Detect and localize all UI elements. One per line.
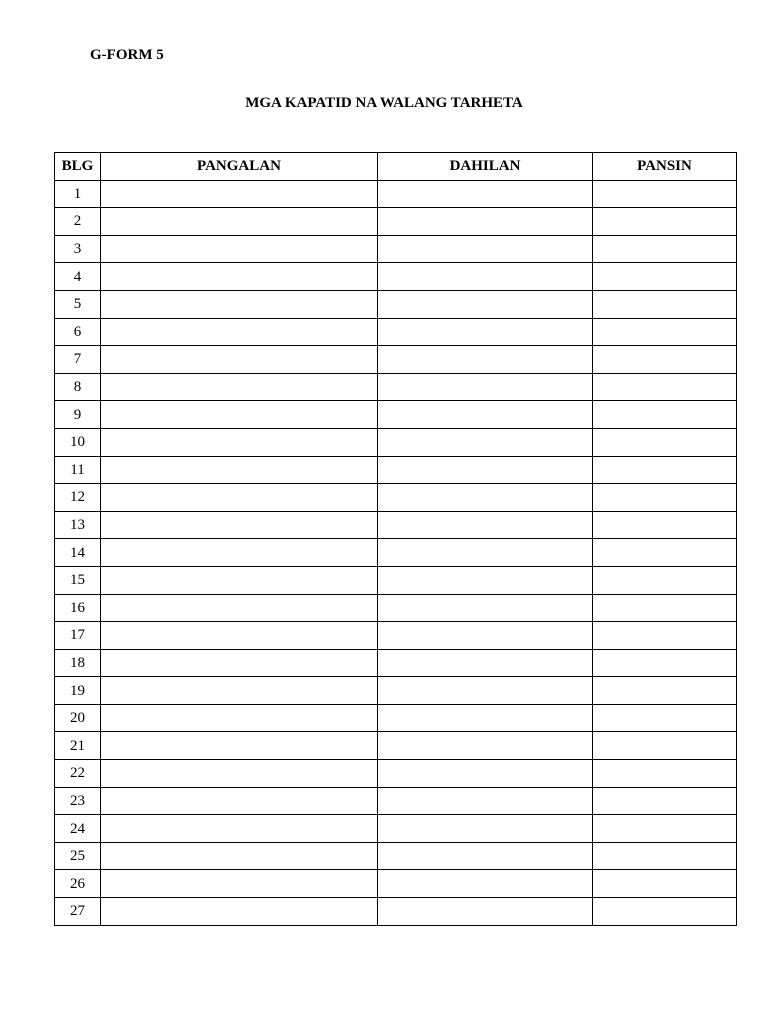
name-cell[interactable]: [101, 511, 378, 539]
table-row: [55, 677, 737, 705]
remarks-cell[interactable]: [593, 842, 737, 870]
name-cell[interactable]: [101, 208, 378, 236]
remarks-cell[interactable]: [593, 760, 737, 788]
table-row: [55, 787, 737, 815]
reason-cell[interactable]: [378, 290, 593, 318]
reason-cell[interactable]: [378, 649, 593, 677]
remarks-cell[interactable]: [593, 732, 737, 760]
name-cell[interactable]: [101, 484, 378, 512]
name-cell[interactable]: [101, 346, 378, 374]
header-name: PANGALAN: [101, 153, 378, 181]
name-cell[interactable]: [101, 677, 378, 705]
remarks-cell[interactable]: [593, 622, 737, 650]
reason-cell[interactable]: [378, 318, 593, 346]
remarks-cell[interactable]: [593, 704, 737, 732]
remarks-cell[interactable]: [593, 539, 737, 567]
row-number-cell: 27: [55, 898, 101, 926]
name-cell[interactable]: [101, 180, 378, 208]
table-row: [55, 732, 737, 760]
name-cell[interactable]: [101, 649, 378, 677]
reason-cell[interactable]: [378, 180, 593, 208]
table-row: [55, 428, 737, 456]
table-row: [55, 898, 737, 926]
reason-cell[interactable]: [378, 428, 593, 456]
table-row: [55, 566, 737, 594]
reason-cell[interactable]: [378, 346, 593, 374]
name-cell[interactable]: [101, 263, 378, 291]
table-row: [55, 649, 737, 677]
row-number-cell: 17: [55, 622, 101, 650]
reason-cell[interactable]: [378, 263, 593, 291]
remarks-cell[interactable]: [593, 649, 737, 677]
name-cell[interactable]: [101, 898, 378, 926]
register-table: [54, 152, 737, 926]
table-row: [55, 870, 737, 898]
row-number-cell: 18: [55, 649, 101, 677]
row-number-cell: 21: [55, 732, 101, 760]
reason-cell[interactable]: [378, 594, 593, 622]
name-cell[interactable]: [101, 456, 378, 484]
table-row: [55, 401, 737, 429]
table-row: [55, 180, 737, 208]
remarks-cell[interactable]: [593, 898, 737, 926]
table-row: [55, 511, 737, 539]
header-number: BLG: [55, 153, 101, 181]
name-cell[interactable]: [101, 566, 378, 594]
reason-cell[interactable]: [378, 208, 593, 236]
name-cell[interactable]: [101, 539, 378, 567]
row-number-cell: 10: [55, 428, 101, 456]
row-number-cell: 13: [55, 511, 101, 539]
table-row: [55, 318, 737, 346]
reason-cell[interactable]: [378, 732, 593, 760]
name-cell[interactable]: [101, 318, 378, 346]
table-row: [55, 815, 737, 843]
remarks-cell[interactable]: [593, 428, 737, 456]
row-number-cell: 23: [55, 787, 101, 815]
table-row: [55, 539, 737, 567]
remarks-cell[interactable]: [593, 263, 737, 291]
table-row: [55, 594, 737, 622]
row-number-cell: 5: [55, 290, 101, 318]
reason-cell[interactable]: [378, 898, 593, 926]
remarks-cell[interactable]: [593, 208, 737, 236]
name-cell[interactable]: [101, 235, 378, 263]
reason-cell[interactable]: [378, 539, 593, 567]
reason-cell[interactable]: [378, 760, 593, 788]
document-title: MGA KAPATID NA WALANG TARHETA: [245, 95, 523, 111]
row-number-cell: 2: [55, 208, 101, 236]
row-number-cell: 8: [55, 373, 101, 401]
name-cell[interactable]: [101, 760, 378, 788]
table-row: [55, 760, 737, 788]
remarks-cell[interactable]: [593, 346, 737, 374]
reason-cell[interactable]: [378, 456, 593, 484]
row-number-cell: 11: [55, 456, 101, 484]
reason-cell[interactable]: [378, 815, 593, 843]
row-number-cell: 7: [55, 346, 101, 374]
reason-cell[interactable]: [378, 870, 593, 898]
reason-cell[interactable]: [378, 401, 593, 429]
table-row: [55, 842, 737, 870]
remarks-cell[interactable]: [593, 511, 737, 539]
remarks-cell[interactable]: [593, 180, 737, 208]
reason-cell[interactable]: [378, 235, 593, 263]
row-number-cell: 3: [55, 235, 101, 263]
reason-cell[interactable]: [378, 373, 593, 401]
remarks-cell[interactable]: [593, 566, 737, 594]
row-number-cell: 20: [55, 704, 101, 732]
name-cell[interactable]: [101, 815, 378, 843]
row-number-cell: 26: [55, 870, 101, 898]
row-number-cell: 1: [55, 180, 101, 208]
remarks-cell[interactable]: [593, 787, 737, 815]
reason-cell[interactable]: [378, 677, 593, 705]
row-number-cell: 24: [55, 815, 101, 843]
table-row: [55, 704, 737, 732]
name-cell[interactable]: [101, 290, 378, 318]
header-remarks: PANSIN: [593, 153, 737, 181]
row-number-cell: 15: [55, 566, 101, 594]
remarks-cell[interactable]: [593, 484, 737, 512]
table-row: [55, 290, 737, 318]
name-cell[interactable]: [101, 842, 378, 870]
row-number-cell: 12: [55, 484, 101, 512]
name-cell[interactable]: [101, 704, 378, 732]
table-body: [55, 180, 737, 925]
table-row: [55, 208, 737, 236]
remarks-cell[interactable]: [593, 594, 737, 622]
remarks-cell[interactable]: [593, 677, 737, 705]
remarks-cell[interactable]: [593, 815, 737, 843]
header-reason: DAHILAN: [378, 153, 593, 181]
name-cell[interactable]: [101, 732, 378, 760]
reason-cell[interactable]: [378, 566, 593, 594]
remarks-cell[interactable]: [593, 456, 737, 484]
row-number-cell: 22: [55, 760, 101, 788]
remarks-cell[interactable]: [593, 235, 737, 263]
row-number-cell: 9: [55, 401, 101, 429]
remarks-cell[interactable]: [593, 373, 737, 401]
name-cell[interactable]: [101, 622, 378, 650]
reason-cell[interactable]: [378, 787, 593, 815]
table-row: [55, 263, 737, 291]
reason-cell[interactable]: [378, 484, 593, 512]
reason-cell[interactable]: [378, 622, 593, 650]
row-number-cell: 19: [55, 677, 101, 705]
row-number-cell: 4: [55, 263, 101, 291]
table-row: [55, 622, 737, 650]
reason-cell[interactable]: [378, 511, 593, 539]
remarks-cell[interactable]: [593, 318, 737, 346]
table-header: [55, 153, 737, 181]
table-row: [55, 346, 737, 374]
row-number-cell: 25: [55, 842, 101, 870]
row-number-cell: 14: [55, 539, 101, 567]
remarks-cell[interactable]: [593, 870, 737, 898]
name-cell[interactable]: [101, 428, 378, 456]
form-code: G-FORM 5: [90, 47, 164, 63]
reason-cell[interactable]: [378, 842, 593, 870]
reason-cell[interactable]: [378, 704, 593, 732]
table-row: [55, 235, 737, 263]
header-row: [55, 153, 737, 181]
row-number-cell: 6: [55, 318, 101, 346]
name-cell[interactable]: [101, 373, 378, 401]
table-row: [55, 373, 737, 401]
name-cell[interactable]: [101, 594, 378, 622]
row-number-cell: 16: [55, 594, 101, 622]
name-cell[interactable]: [101, 401, 378, 429]
remarks-cell[interactable]: [593, 401, 737, 429]
table-row: [55, 456, 737, 484]
remarks-cell[interactable]: [593, 290, 737, 318]
name-cell[interactable]: [101, 870, 378, 898]
table-row: [55, 484, 737, 512]
name-cell[interactable]: [101, 787, 378, 815]
